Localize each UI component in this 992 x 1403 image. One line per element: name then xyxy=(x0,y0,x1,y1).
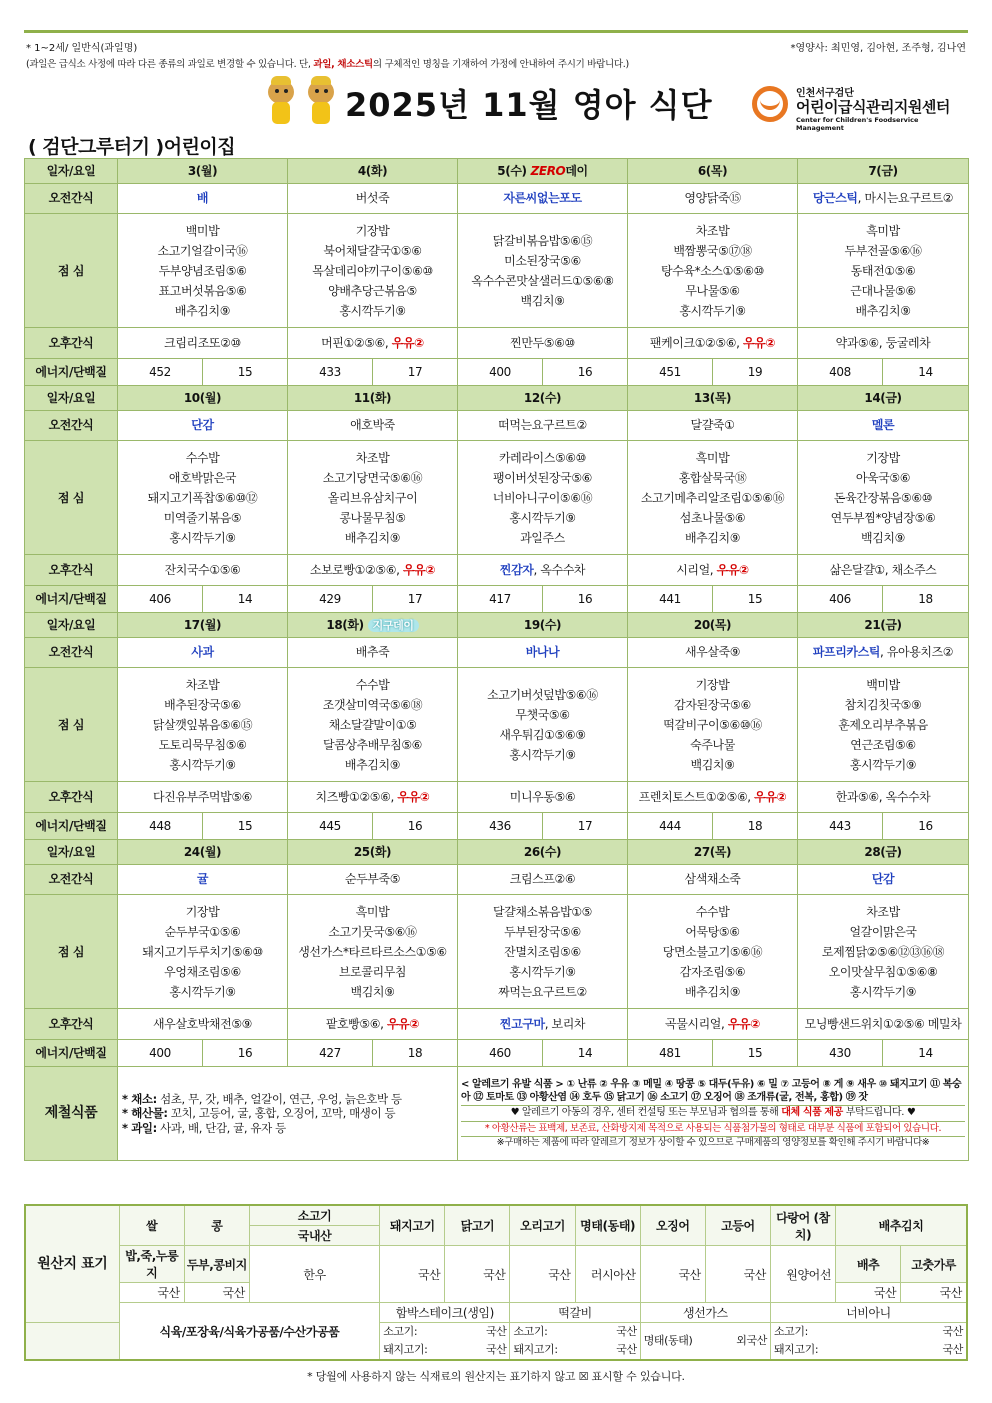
lunch-item: 달걀채소볶음밥①⑤ xyxy=(492,904,593,919)
row-label: 에너지/단백질 xyxy=(25,813,118,840)
lunch-item: 어묵탕⑤⑥ xyxy=(685,924,740,939)
lunch-item: 수수밥 xyxy=(695,904,730,919)
lunch-item: 올리브유삼치구이 xyxy=(327,490,418,505)
lunch-item: 백김치⑨ xyxy=(861,530,905,545)
day-header: 24(월) xyxy=(118,840,288,865)
row-label: 일자/요일 xyxy=(25,159,118,184)
protein-value: 17 xyxy=(373,359,458,386)
lunch-item: 흑미밥 xyxy=(355,904,390,919)
row-label: 오전간식 xyxy=(25,411,118,441)
lunch-item: 백김치⑨ xyxy=(350,984,395,999)
age-note: * 1~2세/ 일반식(과일명) xyxy=(26,43,138,54)
protein-value: 17 xyxy=(543,813,628,840)
row-label: 에너지/단백질 xyxy=(25,359,118,386)
energy-value: 445 xyxy=(288,813,373,840)
energy-value: 408 xyxy=(798,359,883,386)
day-header: 26(수) xyxy=(458,840,628,865)
protein-value: 16 xyxy=(883,813,969,840)
lunch-item: 동태전①⑤⑥ xyxy=(850,263,916,278)
lunch-item: 차조밥 xyxy=(866,904,900,919)
am-snack: 단감 xyxy=(118,411,288,441)
am-snack: 새우살죽⑨ xyxy=(628,638,798,668)
lunch-item: 섬초나물⑤⑥ xyxy=(679,510,746,525)
lunch-item: 콩나물무침⑤ xyxy=(339,510,406,525)
lunch-menu xyxy=(798,214,969,328)
am-snack: 달걀죽① xyxy=(628,411,798,441)
am-snack: 영양닭죽⑮ xyxy=(628,184,798,214)
lunch-item: 새우튀김①⑤⑥⑨ xyxy=(499,727,586,742)
lunch-item: 차조밥 xyxy=(695,223,730,238)
menu-row-date xyxy=(25,613,969,638)
lunch-menu xyxy=(288,214,458,328)
energy-value: 443 xyxy=(798,813,883,840)
protein-value: 15 xyxy=(203,813,288,840)
lunch-item: 기장밥 xyxy=(185,904,220,919)
energy-value: 430 xyxy=(798,1040,883,1067)
page-title: 2025년 11월 영아 식단 xyxy=(345,86,713,124)
protein-value: 14 xyxy=(883,1040,969,1067)
menu-row-pm xyxy=(25,1009,969,1040)
day-header: 18(화) 지구데이 xyxy=(288,613,458,638)
energy-value: 444 xyxy=(628,813,713,840)
lunch-item: 무챗국⑤⑥ xyxy=(515,707,570,722)
menu-row-date xyxy=(25,386,969,411)
lunch-item: 홍시깍두기⑨ xyxy=(509,510,576,525)
origin-label: 원산지 표기 xyxy=(25,1205,119,1323)
lunch-item: 조갯살미역국⑤⑥⑱ xyxy=(322,697,423,712)
row-label: 점 심 xyxy=(25,441,118,555)
menu-row-energy xyxy=(25,359,969,386)
lunch-item: 짜먹는요구르트② xyxy=(498,984,587,999)
energy-value: 460 xyxy=(458,1040,543,1067)
lunch-item: 배추김치⑨ xyxy=(174,303,231,318)
menu-row-am xyxy=(25,865,969,895)
menu-row-lunch xyxy=(25,668,969,782)
protein-value: 15 xyxy=(713,586,798,613)
pm-snack: 시리얼, 우유② xyxy=(628,555,798,586)
allergy-info: < 알레르기 유발 식품 > ① 난류 ② 우유 ③ 메밀 ④ 땅콩 ⑤ 대두(두유) ⑥ 밀 ⑦ 고등어 ⑧ 게 ⑨ 새우 ⑩ 돼지고기 ⑪ 복숭아 ⑫ 토마토 ⑬ 아황산염 ⑭ 호두 ⑮ 닭고기 ⑯ 소고기 ⑰ 오징어 ⑱ 조개류(굴, 전복, 홍합) ⑲ 잣 ♥ 알레르기 아동의 경우, 센터 컨설팅 또는 부모님과 협의를 통해 대체 식품 제공 부탁드립니다. ♥ * 아황산류는 표백제, 보존료, 산화방지제 목적으로 사용되는 식품첨가물의 형태로 대부분 식품에 포함되어 있습니다. ※구매하는 제품에 따라 알레르기 정보가 상이할 수 있으므로 구매제품의 영양정보를 확인해 주시기 바랍니다※ xyxy=(458,1067,969,1161)
pm-snack: 찐감자, 옥수수차 xyxy=(458,555,628,586)
row-label: 오전간식 xyxy=(25,184,118,214)
lunch-item: 배추김치⑨ xyxy=(855,303,911,318)
day-header: 14(금) xyxy=(798,386,969,411)
day-header: 3(월) xyxy=(118,159,288,184)
mascot-icon xyxy=(262,80,300,130)
row-label: 일자/요일 xyxy=(25,840,118,865)
protein-value: 17 xyxy=(373,586,458,613)
lunch-item: 소고기얼갈이국⑯ xyxy=(157,243,248,258)
menu-table xyxy=(24,158,969,1161)
lunch-item: 흑미밥 xyxy=(866,223,900,238)
lunch-menu xyxy=(458,895,628,1009)
protein-value: 18 xyxy=(713,813,798,840)
lunch-item: 생선가스*타르타르소스①⑤⑥ xyxy=(298,944,447,959)
lunch-item: 우엉채조림⑤⑥ xyxy=(164,964,241,979)
menu-row-pm xyxy=(25,555,969,586)
lunch-item: 너비아니구이⑤⑥⑯ xyxy=(492,490,593,505)
row-label: 에너지/단백질 xyxy=(25,1040,118,1067)
lunch-menu xyxy=(628,895,798,1009)
lunch-menu xyxy=(798,668,969,782)
lunch-item: 홍시깍두기⑨ xyxy=(169,984,236,999)
day-header: 20(목) xyxy=(628,613,798,638)
am-snack: 당근스틱, 마시는요구르트② xyxy=(798,184,969,214)
lunch-item: 돼지고기두루치기⑤⑥⑩ xyxy=(142,944,263,959)
lunch-menu xyxy=(118,214,288,328)
am-snack: 바나나 xyxy=(458,638,628,668)
lunch-item: 두부전골⑤⑥⑯ xyxy=(844,243,922,258)
protein-value: 14 xyxy=(883,359,969,386)
am-snack: 사과 xyxy=(118,638,288,668)
day-header: 6(목) xyxy=(628,159,798,184)
pm-snack: 찐만두⑤⑥⑩ xyxy=(458,328,628,359)
lunch-item: 아욱국⑤⑥ xyxy=(855,470,911,485)
lunch-item: 표고버섯볶음⑤⑥ xyxy=(158,283,247,298)
energy-value: 452 xyxy=(118,359,203,386)
lunch-item: 소고기메추리알조림①⑤⑥⑯ xyxy=(640,490,785,505)
lunch-menu xyxy=(628,441,798,555)
energy-value: 429 xyxy=(288,586,373,613)
lunch-item: 잔멸치조림⑤⑥ xyxy=(504,944,581,959)
menu-row-pm xyxy=(25,782,969,813)
lunch-item: 미역줄기볶음⑤ xyxy=(163,510,242,525)
row-label: 오후간식 xyxy=(25,328,118,359)
pm-snack: 크림리조또②⑩ xyxy=(118,328,288,359)
pm-snack: 한과⑤⑥, 옥수수차 xyxy=(798,782,969,813)
lunch-item: 순두부국①⑤⑥ xyxy=(164,924,241,939)
lunch-item: 닭갈비볶음밥⑤⑥⑮ xyxy=(492,233,593,248)
day-header: 28(금) xyxy=(798,840,969,865)
lunch-menu xyxy=(288,895,458,1009)
lunch-item: 소고기당면국⑤⑥⑯ xyxy=(322,470,423,485)
day-header: 5(수) ZERO데이 xyxy=(458,159,628,184)
lunch-item: 숙주나물 xyxy=(690,737,735,752)
day-header: 4(화) xyxy=(288,159,458,184)
menu-row-am xyxy=(25,411,969,441)
lunch-item: 백짬뽕국⑤⑰⑱ xyxy=(673,243,752,258)
lunch-item: 당면소불고기⑤⑥⑯ xyxy=(662,944,763,959)
lunch-menu xyxy=(798,441,969,555)
lunch-item: 애호박맑은국 xyxy=(168,470,237,485)
protein-value: 16 xyxy=(373,813,458,840)
lunch-item: 홍시깍두기⑨ xyxy=(169,530,236,545)
lunch-item: 백미밥 xyxy=(866,677,900,692)
lunch-item: 참치김칫국⑤⑨ xyxy=(844,697,922,712)
lunch-item: 달콤상추배무침⑤⑥ xyxy=(322,737,423,752)
lunch-item: 백미밥 xyxy=(185,223,220,238)
lunch-menu xyxy=(458,441,628,555)
day-header: 17(월) xyxy=(118,613,288,638)
pm-snack: 잔치국수①⑤⑥ xyxy=(118,555,288,586)
lunch-item: 연근조림⑤⑥ xyxy=(850,737,916,752)
energy-value: 417 xyxy=(458,586,543,613)
lunch-item: 홍시깍두기⑨ xyxy=(339,303,406,318)
lunch-item: 무나물⑤⑥ xyxy=(685,283,740,298)
lunch-item: 닭살깻잎볶음⑤⑥⑮ xyxy=(152,717,253,732)
lunch-menu xyxy=(628,668,798,782)
lunch-item: 소고기뭇국⑤⑥⑯ xyxy=(328,924,417,939)
energy-value: 427 xyxy=(288,1040,373,1067)
lunch-menu xyxy=(628,214,798,328)
energy-value: 406 xyxy=(118,586,203,613)
lunch-item: 떡갈비구이⑤⑥⑩⑯ xyxy=(663,717,762,732)
pm-snack: 미니우동⑤⑥ xyxy=(458,782,628,813)
day-header: 13(목) xyxy=(628,386,798,411)
lunch-item: 훈제오리부추볶음 xyxy=(838,717,928,732)
lunch-menu xyxy=(798,895,969,1009)
row-label: 점 심 xyxy=(25,214,118,328)
lunch-menu xyxy=(118,668,288,782)
protein-value: 14 xyxy=(203,586,288,613)
lunch-item: 배추된장국⑤⑥ xyxy=(164,697,241,712)
am-snack: 버섯죽 xyxy=(288,184,458,214)
row-label: 에너지/단백질 xyxy=(25,586,118,613)
menu-row-energy xyxy=(25,813,969,840)
lunch-item: 연두부찜*양념장⑤⑥ xyxy=(830,510,936,525)
am-snack: 크림스프②⑥ xyxy=(458,865,628,895)
center-logo: 인천서구검단 어린이급식관리지원센터 Center for Children's Foodservice Management xyxy=(752,84,962,128)
energy-value: 400 xyxy=(118,1040,203,1067)
pm-snack: 찐고구마, 보리차 xyxy=(458,1009,628,1040)
lunch-menu xyxy=(288,668,458,782)
energy-value: 441 xyxy=(628,586,713,613)
day-header: 25(화) xyxy=(288,840,458,865)
lunch-item: 백김치⑨ xyxy=(690,757,735,772)
lunch-item: 백김치⑨ xyxy=(520,293,565,308)
lunch-item: 홍시깍두기⑨ xyxy=(169,757,236,772)
row-label: 점 심 xyxy=(25,895,118,1009)
pm-snack: 소보로빵①②⑤⑥, 우유② xyxy=(288,555,458,586)
seasonal-foods: * 채소: 섬초, 무, 갓, 배추, 얼갈이, 연근, 우엉, 늙은호박 등 * 해산물: 꼬치, 고등어, 굴, 홍합, 오징어, 꼬막, 매생이 등 * 과일: 사과, 배, 단감, 귤, 유자 등 xyxy=(118,1067,458,1161)
lunch-item: 배추김치⑨ xyxy=(344,530,401,545)
am-snack: 배추죽 xyxy=(288,638,458,668)
lunch-menu xyxy=(458,668,628,782)
lunch-item: 과일주스 xyxy=(520,530,565,545)
top-rule xyxy=(24,30,968,33)
row-label: 오전간식 xyxy=(25,865,118,895)
lunch-item: 돼지고기폭찹⑤⑥⑩⑫ xyxy=(147,490,258,505)
menu-row-am xyxy=(25,638,969,668)
am-snack: 떠먹는요구르트② xyxy=(458,411,628,441)
lunch-item: 도토리묵무침⑤⑥ xyxy=(158,737,247,752)
pm-snack: 삶은달걀①, 채소주스 xyxy=(798,555,969,586)
lunch-item: 기장밥 xyxy=(695,677,730,692)
menu-row-lunch xyxy=(25,441,969,555)
lunch-item: 배추김치⑨ xyxy=(684,530,741,545)
row-label: 일자/요일 xyxy=(25,386,118,411)
dietitians: *영양사: 최민영, 김아현, 조주형, 김나연 xyxy=(790,43,966,54)
menu-row-lunch xyxy=(25,214,969,328)
lunch-item: 수수밥 xyxy=(185,450,220,465)
am-snack: 배 xyxy=(118,184,288,214)
day-header: 19(수) xyxy=(458,613,628,638)
earth-day-badge: 지구데이 xyxy=(368,619,419,633)
protein-value: 15 xyxy=(203,359,288,386)
lunch-menu xyxy=(458,214,628,328)
menu-row-am xyxy=(25,184,969,214)
lunch-item: 감자된장국⑤⑥ xyxy=(674,697,751,712)
lunch-item: 배추김치⑨ xyxy=(684,984,741,999)
lunch-item: 소고기버섯덮밥⑤⑥⑯ xyxy=(487,687,598,702)
lunch-item: 로제찜닭②⑤⑥⑫⑬⑯⑱ xyxy=(821,944,945,959)
lunch-item: 팽이버섯된장국⑤⑥ xyxy=(492,470,593,485)
lunch-item: 홍시깍두기⑨ xyxy=(849,757,917,772)
am-snack: 멜론 xyxy=(798,411,969,441)
title-row xyxy=(0,78,992,134)
energy-value: 406 xyxy=(798,586,883,613)
lunch-item: 양배추당근볶음⑤ xyxy=(328,283,417,298)
lunch-item: 홍시깍두기⑨ xyxy=(849,984,917,999)
energy-value: 451 xyxy=(628,359,713,386)
origin-table: 원산지 표기 쌀 콩 소고기 돼지고기 닭고기 오리고기 명태(동태) 오징어 고등어 다랑어 (참치) 배추김치 국내산 밥,죽,누룽지 두부,콩비지 한우 국산 국산 국산 러시아산 국산 국산 원양어선 배추 고춧가루 국산 국산 국산 국산 식육/포장육/식육가공품/수산가공품 함박스테이크(생임) 떡갈비 생선가스 너비아니 소고기: 국산 돼지고기: 국산 소고기: 국산 돼지고기: 국산 명태(동태) 외국산 소고기: 국산 돼지고기: 국산 xyxy=(24,1204,968,1361)
protein-value: 16 xyxy=(543,359,628,386)
lunch-item: 두부양념조림⑤⑥ xyxy=(158,263,247,278)
day-header: 7(금) xyxy=(798,159,969,184)
day-header: 27(목) xyxy=(628,840,798,865)
lunch-item: 흑미밥 xyxy=(695,450,730,465)
pm-snack: 새우살호박채전⑤⑨ xyxy=(118,1009,288,1040)
menu-row-date xyxy=(25,840,969,865)
day-header: 21(금) xyxy=(798,613,969,638)
am-snack: 애호박죽 xyxy=(288,411,458,441)
pm-snack: 프렌치토스트①②⑤⑥, 우유② xyxy=(628,782,798,813)
am-snack: 파프리카스틱, 유아용치즈② xyxy=(798,638,969,668)
lunch-item: 채소달걀말이①⑤ xyxy=(328,717,417,732)
am-snack: 삼색채소죽 xyxy=(628,865,798,895)
footnote: * 당월에 사용하지 않는 식재료의 원산지는 표기하지 않고 ☒ 표시할 수 있습니다. xyxy=(307,1370,685,1383)
day-header: 11(화) xyxy=(288,386,458,411)
lunch-item: 홍시깍두기⑨ xyxy=(509,964,576,979)
protein-value: 19 xyxy=(713,359,798,386)
row-label: 일자/요일 xyxy=(25,613,118,638)
lunch-item: 오이맛살무침①⑤⑥⑧ xyxy=(828,964,938,979)
fruit-note: (과일은 급식소 사정에 따라 다른 종류의 과일로 변경할 수 있습니다. 단, 과일, 채소스틱의 구체적인 명칭을 기재하여 가정에 안내하여 주시기 바랍니다.) xyxy=(26,59,629,70)
lunch-item: 카레라이스⑤⑥⑩ xyxy=(498,450,587,465)
pm-snack: 팬케이크①②⑤⑥, 우유② xyxy=(628,328,798,359)
protein-value: 14 xyxy=(543,1040,628,1067)
am-snack: 단감 xyxy=(798,865,969,895)
lunch-item: 탕수육*소스①⑤⑥⑩ xyxy=(661,263,765,278)
energy-value: 448 xyxy=(118,813,203,840)
daycare-name: ( 검단그루터기 )어린이집 xyxy=(28,136,236,158)
protein-value: 15 xyxy=(713,1040,798,1067)
lunch-item: 차조밥 xyxy=(185,677,220,692)
protein-value: 16 xyxy=(543,586,628,613)
am-snack: 순두부죽⑤ xyxy=(288,865,458,895)
lunch-item: 두부된장국⑤⑥ xyxy=(504,924,581,939)
menu-row-energy xyxy=(25,586,969,613)
mascot-icon xyxy=(302,80,340,130)
pm-snack: 모닝빵샌드위치①②⑤⑥ 메밀차 xyxy=(798,1009,969,1040)
pm-snack: 머핀①②⑤⑥, 우유② xyxy=(288,328,458,359)
lunch-item: 홍시깍두기⑨ xyxy=(509,747,576,762)
lunch-menu xyxy=(118,441,288,555)
am-snack: 자른씨없는포도 xyxy=(458,184,628,214)
row-label: 오전간식 xyxy=(25,638,118,668)
lunch-item: 근대나물⑤⑥ xyxy=(850,283,916,298)
lunch-item: 얼갈이맑은국 xyxy=(849,924,917,939)
energy-value: 433 xyxy=(288,359,373,386)
lunch-item: 기장밥 xyxy=(866,450,900,465)
row-label: 점 심 xyxy=(25,668,118,782)
protein-value: 18 xyxy=(373,1040,458,1067)
energy-value: 400 xyxy=(458,359,543,386)
menu-row-pm xyxy=(25,328,969,359)
lunch-item: 차조밥 xyxy=(355,450,390,465)
lunch-item: 목살데리야끼구이⑤⑥⑩ xyxy=(312,263,433,278)
supplement-label: 제철식품 xyxy=(25,1067,118,1161)
lunch-menu xyxy=(118,895,288,1009)
lunch-item: 수수밥 xyxy=(355,677,390,692)
lunch-item: 배추김치⑨ xyxy=(344,757,401,772)
am-snack: 귤 xyxy=(118,865,288,895)
pm-snack: 팥호빵⑤⑥, 우유② xyxy=(288,1009,458,1040)
menu-row-date xyxy=(25,159,969,184)
pm-snack: 다진유부주먹밥⑤⑥ xyxy=(118,782,288,813)
lunch-item: 북어채달걀국①⑤⑥ xyxy=(323,243,422,258)
energy-value: 436 xyxy=(458,813,543,840)
lunch-item: 홍시깍두기⑨ xyxy=(679,303,746,318)
lunch-menu xyxy=(288,441,458,555)
menu-row-lunch xyxy=(25,895,969,1009)
lunch-item: 감자조림⑤⑥ xyxy=(679,964,746,979)
day-header: 10(월) xyxy=(118,386,288,411)
lunch-item: 홍합살묵국⑱ xyxy=(678,470,747,485)
lunch-item: 미소된장국⑤⑥ xyxy=(504,253,581,268)
lunch-item: 옥수수콘맛살샐러드①⑤⑥⑧ xyxy=(471,273,614,288)
lunch-item: 돈육간장볶음⑤⑥⑩ xyxy=(833,490,933,505)
pm-snack: 치즈빵①②⑤⑥, 우유② xyxy=(288,782,458,813)
menu-row-energy xyxy=(25,1040,969,1067)
pm-snack: 곡물시리얼, 우유② xyxy=(628,1009,798,1040)
energy-value: 481 xyxy=(628,1040,713,1067)
row-label: 오후간식 xyxy=(25,555,118,586)
protein-value: 16 xyxy=(203,1040,288,1067)
pm-snack: 약과⑤⑥, 둥굴레차 xyxy=(798,328,969,359)
lunch-item: 브로콜리무침 xyxy=(338,964,407,979)
row-label: 오후간식 xyxy=(25,1009,118,1040)
row-label: 오후간식 xyxy=(25,782,118,813)
lunch-item: 기장밥 xyxy=(355,223,390,238)
protein-value: 18 xyxy=(883,586,969,613)
day-header: 12(수) xyxy=(458,386,628,411)
